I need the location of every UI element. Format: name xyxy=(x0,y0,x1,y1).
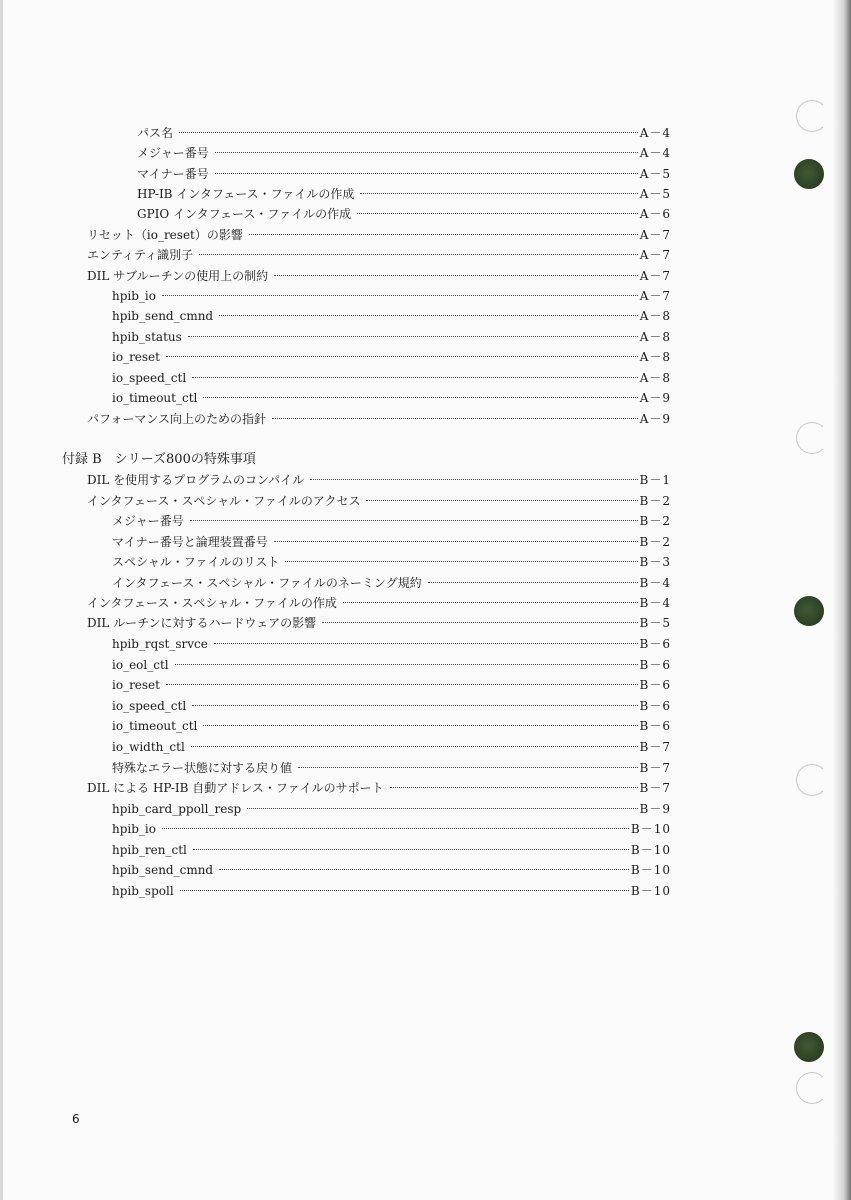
dot-leader xyxy=(199,254,638,255)
dot-leader xyxy=(285,561,637,562)
toc-entry xyxy=(112,716,671,736)
toc-entry-page: B－10 xyxy=(630,822,671,836)
toc-entry-page: B－4 xyxy=(639,596,671,610)
show-through-ring xyxy=(796,100,828,132)
toc-entry xyxy=(137,184,671,204)
toc-entry-label: DIL を使用するプログラムのコンパイル xyxy=(87,473,305,487)
toc-entry-label: hpib_card_ppoll_resp xyxy=(112,802,242,816)
toc-entry-page: A－8 xyxy=(639,371,671,385)
toc-entry xyxy=(87,245,671,265)
toc-entry-page: A－8 xyxy=(639,350,671,364)
dot-leader xyxy=(190,520,638,521)
dot-leader xyxy=(215,173,638,174)
toc-entry-label: パフォーマンス向上のための指針 xyxy=(87,412,267,426)
toc-entry-page: A－4 xyxy=(639,126,671,140)
toc-entry-page: A－9 xyxy=(639,391,671,405)
dot-leader xyxy=(193,849,629,850)
toc-entry-page: A－4 xyxy=(639,146,671,160)
toc-entry-label: io_speed_ctl xyxy=(112,699,187,713)
dot-leader xyxy=(272,418,638,419)
dot-leader xyxy=(219,315,638,316)
dot-leader xyxy=(360,193,637,194)
toc-entry-page: B－10 xyxy=(630,863,671,877)
toc-entry xyxy=(112,840,671,860)
toc-entry-page: A－7 xyxy=(639,289,671,303)
toc-entry xyxy=(112,634,671,654)
toc-entry xyxy=(112,306,671,326)
toc-entry xyxy=(87,593,671,613)
dot-leader xyxy=(322,622,637,623)
toc-entry-label: マイナー番号 xyxy=(137,167,209,181)
toc-entry-page: B－2 xyxy=(639,494,671,508)
toc-entry xyxy=(112,758,671,778)
toc-entry xyxy=(112,799,671,819)
dot-leader xyxy=(274,541,638,542)
show-through-ring xyxy=(796,422,828,454)
toc-entry-page: B－10 xyxy=(630,884,671,898)
toc-entry xyxy=(87,266,671,286)
toc-entry-label: hpib_io xyxy=(112,822,156,836)
toc-entry-label: インタフェース・スペシャル・ファイルのネーミング規約 xyxy=(112,576,422,590)
dot-leader xyxy=(203,397,637,398)
toc-entry-page: B－6 xyxy=(639,699,671,713)
toc-entry-page: A－7 xyxy=(639,269,671,283)
toc-entry-page: A－5 xyxy=(639,187,671,201)
dot-leader xyxy=(247,808,637,809)
toc-entry-page: B－6 xyxy=(639,678,671,692)
toc-entry xyxy=(112,573,671,593)
appendix-b-heading: 付録 B シリーズ800の特殊事項 xyxy=(62,452,256,467)
toc-entry-page: B－4 xyxy=(639,576,671,590)
toc-entry-page: B－2 xyxy=(639,514,671,528)
dot-leader xyxy=(180,890,629,891)
toc-entry xyxy=(112,737,671,757)
page-left-edge xyxy=(0,0,3,1200)
toc-entry-label: HP-IB インタフェース・ファイルの作成 xyxy=(137,187,355,201)
dot-leader xyxy=(390,787,638,788)
toc-entry-page: A－5 xyxy=(639,167,671,181)
toc-entry-label: マイナー番号と論理装置番号 xyxy=(112,535,268,549)
dot-leader xyxy=(179,132,638,133)
toc-entry-label: リセット（io_reset）の影響 xyxy=(87,228,243,242)
toc-entry-label: hpib_send_cmnd xyxy=(112,863,214,877)
dot-leader xyxy=(219,869,629,870)
dot-leader xyxy=(203,725,637,726)
dot-leader xyxy=(366,500,637,501)
toc-entry-page: B－9 xyxy=(639,802,671,816)
dot-leader xyxy=(166,684,638,685)
toc-entry xyxy=(112,655,671,675)
toc-entry-label: スペシャル・ファイルのリスト xyxy=(112,555,280,569)
toc-entry xyxy=(112,860,671,880)
dot-leader xyxy=(162,295,638,296)
dot-leader xyxy=(310,479,637,480)
toc-entry-label: io_speed_ctl xyxy=(112,371,187,385)
dot-leader xyxy=(215,152,638,153)
toc-entry-label: GPIO インタフェース・ファイルの作成 xyxy=(137,207,352,221)
toc-entry xyxy=(137,164,671,184)
toc-entry xyxy=(87,613,671,633)
binder-hole-top xyxy=(794,159,824,189)
toc-entry xyxy=(112,388,671,408)
dot-leader xyxy=(192,377,638,378)
toc-entry-label: hpib_status xyxy=(112,330,182,344)
show-through-ring xyxy=(796,1072,828,1104)
toc-entry-label: DIL ルーチンに対するハードウェアの影響 xyxy=(87,616,317,630)
toc-entry-label: io_width_ctl xyxy=(112,740,185,754)
toc-entry-page: B－7 xyxy=(639,781,671,795)
toc-entry xyxy=(137,123,671,143)
toc-entry xyxy=(112,881,671,901)
binder-hole-middle xyxy=(794,596,824,626)
toc-entry-label: io_reset xyxy=(112,350,160,364)
toc-entry-label: DIL による HP-IB 自動アドレス・ファイルのサポート xyxy=(87,781,384,795)
toc-entry xyxy=(112,347,671,367)
dot-leader xyxy=(428,582,638,583)
toc-entry-page: B－6 xyxy=(639,637,671,651)
toc-entry xyxy=(87,778,671,798)
toc-entry-page: B－6 xyxy=(639,658,671,672)
toc-entry-label: 特殊なエラー状態に対する戻り値 xyxy=(112,761,293,775)
dot-leader xyxy=(298,767,638,768)
toc-entry-page: A－8 xyxy=(639,330,671,344)
toc-entry-label: hpib_spoll xyxy=(112,884,174,898)
toc-entry xyxy=(112,511,671,531)
toc-entry-label: hpib_ren_ctl xyxy=(112,843,187,857)
toc-entry-label: メジャー番号 xyxy=(112,514,184,528)
toc-entry-page: A－6 xyxy=(639,207,671,221)
toc-entry-page: B－7 xyxy=(639,761,671,775)
dot-leader xyxy=(357,213,638,214)
toc-entry xyxy=(87,409,671,429)
toc-entry-page: B－10 xyxy=(630,843,671,857)
binder-hole-bottom xyxy=(794,1032,824,1062)
toc-entry xyxy=(112,819,671,839)
toc-entry-label: hpib_rqst_srvce xyxy=(112,637,208,651)
dot-leader xyxy=(188,336,638,337)
toc-entry xyxy=(112,368,671,388)
toc-entry-label: エンティティ識別子 xyxy=(87,248,194,262)
dot-leader xyxy=(192,705,637,706)
toc-entry-label: io_timeout_ctl xyxy=(112,719,198,733)
toc-entry-page: A－9 xyxy=(639,412,671,426)
dot-leader xyxy=(162,828,629,829)
toc-entry-label: hpib_send_cmnd xyxy=(112,309,214,323)
page-number: 6 xyxy=(72,1112,80,1126)
toc-entry xyxy=(87,491,671,511)
toc-entry xyxy=(112,552,671,572)
toc-entry-label: インタフェース・スペシャル・ファイルの作成 xyxy=(87,596,337,610)
toc-entry-page: A－8 xyxy=(639,309,671,323)
toc-entry xyxy=(112,675,671,695)
toc-entry xyxy=(112,696,671,716)
toc-entry-label: io_timeout_ctl xyxy=(112,391,198,405)
toc-entry-page: B－7 xyxy=(639,740,671,754)
toc-entry-label: インタフェース・スペシャル・ファイルのアクセス xyxy=(87,494,361,508)
show-through-ring xyxy=(796,764,828,796)
toc-entry xyxy=(87,225,671,245)
toc-entry-page: B－6 xyxy=(639,719,671,733)
toc-entry-label: パス名 xyxy=(137,126,174,140)
toc-entry-page: B－1 xyxy=(639,473,671,487)
toc-entry-page: B－5 xyxy=(639,616,671,630)
toc-entry-label: hpib_io xyxy=(112,289,156,303)
toc-entry xyxy=(87,470,671,490)
toc-entry-label: io_eol_ctl xyxy=(112,658,169,672)
toc-entry-label: メジャー番号 xyxy=(137,146,209,160)
toc-entry xyxy=(137,204,671,224)
toc-entry xyxy=(112,532,671,552)
dot-leader xyxy=(274,275,638,276)
toc-entry-label: io_reset xyxy=(112,678,160,692)
toc-entry-page: B－2 xyxy=(639,535,671,549)
toc-entry-page: A－7 xyxy=(639,228,671,242)
toc-entry xyxy=(112,327,671,347)
dot-leader xyxy=(191,746,638,747)
dot-leader xyxy=(249,234,638,235)
toc-entry-page: B－3 xyxy=(639,555,671,569)
page-right-edge-shadow xyxy=(833,0,851,1200)
toc-entry xyxy=(137,143,671,163)
toc-entry-page: A－7 xyxy=(639,248,671,262)
dot-leader xyxy=(166,356,638,357)
dot-leader xyxy=(175,664,638,665)
toc-entry xyxy=(112,286,671,306)
toc-entry-label: DIL サブルーチンの使用上の制約 xyxy=(87,269,269,283)
dot-leader xyxy=(343,602,638,603)
dot-leader xyxy=(214,643,638,644)
